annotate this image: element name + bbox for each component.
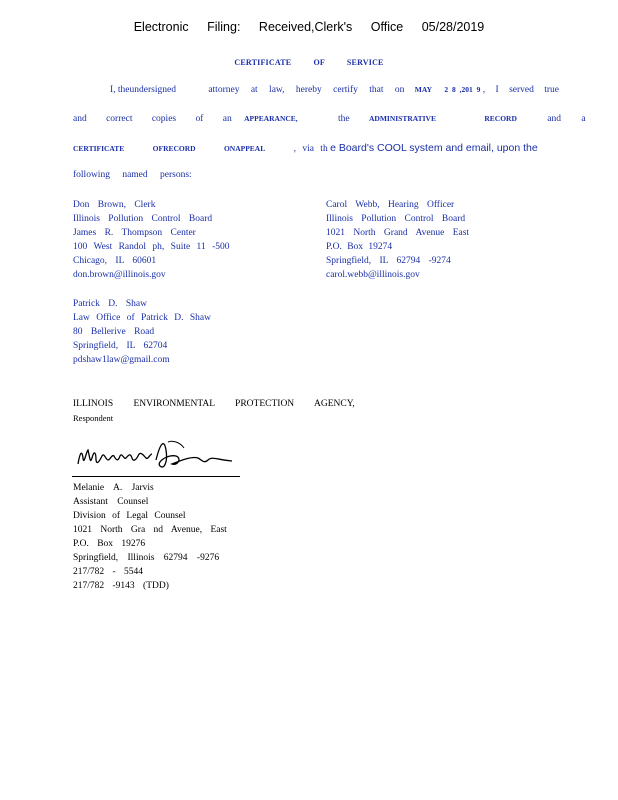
signature-line-text: 1021 North Gra nd Avenue, East — [73, 525, 227, 535]
recipient-clerk — [73, 198, 230, 282]
email-link[interactable]: pdshaw1law@gmail.com — [73, 355, 170, 365]
address-line: Patrick D. Shaw — [73, 299, 148, 309]
recipient-hearing-officer — [326, 198, 469, 282]
via-text: , via th — [293, 144, 328, 154]
doc-appearance: APPEARANCE, — [244, 114, 298, 123]
address-line: Springfield, IL 62704 — [73, 341, 168, 351]
recipient-counsel — [73, 297, 211, 367]
date-rest: 2 8 ,201 9 — [444, 85, 481, 94]
certify-text: attorney at law, hereby certify that on — [208, 85, 405, 95]
date-month: MAY — [414, 85, 433, 94]
respondent-block — [73, 397, 355, 425]
header-received: Received,Clerk's — [258, 20, 353, 34]
copies-text: and correct copies of an — [73, 114, 232, 124]
address-line: Don Brown, Clerk — [73, 200, 156, 210]
address-line: Law Office of Patrick D. Shaw — [73, 313, 212, 323]
address-line: Illinois Pollution Control Board — [73, 214, 213, 224]
address-line: Chicago, IL 60601 — [73, 256, 157, 266]
served-text: , I served true — [482, 85, 560, 95]
document-title: CERTIFICATE OF SERVICE — [234, 58, 384, 67]
address-line: James R. Thompson Center — [73, 228, 196, 238]
address-line: 80 Bellerive Road — [73, 327, 155, 337]
header-filing: Filing: — [207, 20, 241, 34]
signature-line-text: Division of Legal Counsel — [73, 511, 186, 521]
email-link[interactable]: carol.webb@illinois.gov — [326, 270, 420, 280]
agency-name: ILLINOIS ENVIRONMENTAL PROTECTION AGENCY, — [73, 399, 355, 409]
and-a-text: and a — [547, 114, 586, 124]
signature-line-text: Assistant Counsel — [73, 497, 149, 507]
the-text: the — [338, 114, 350, 124]
paragraph-line-4 — [73, 170, 192, 180]
header-electronic: Electronic — [133, 20, 189, 34]
doc-certificate: CERTIFICATE — [73, 144, 125, 153]
address-line: P.O. Box 19274 — [326, 242, 393, 252]
address-line: 1021 North Grand Avenue East — [326, 228, 470, 238]
respondent-label: Respondent — [73, 413, 114, 423]
address-line: Springfield, IL 62794 -9274 — [326, 256, 451, 266]
doc-on-appeal: ONAPPEAL — [223, 144, 266, 153]
address-line: Carol Webb, Hearing Officer — [326, 200, 455, 210]
signature-line-text: Melanie A. Jarvis — [73, 483, 154, 493]
doc-of-record: OFRECORD — [152, 144, 196, 153]
attorney-signature-block — [73, 481, 227, 593]
address-line: 100 West Randol ph, Suite 11 -500 — [73, 242, 230, 252]
address-line: Illinois Pollution Control Board — [326, 214, 466, 224]
cool-system-text: e Board's COOL system and email, upon the — [330, 142, 538, 154]
paragraph-line-2 — [73, 114, 586, 124]
signature-line — [72, 476, 240, 477]
filing-header — [0, 20, 618, 34]
signature-line-text: 217/782 -9143 (TDD) — [73, 581, 169, 591]
intro-text: I, theundersigned — [110, 85, 176, 95]
paragraph-line-3 — [73, 142, 538, 154]
doc-record: RECORD — [484, 114, 517, 123]
paragraph-line-1 — [110, 85, 559, 95]
handwritten-signature — [72, 430, 242, 476]
following-text: following named persons: — [73, 170, 192, 180]
signature-line-text: P.O. Box 19276 — [73, 539, 146, 549]
email-link[interactable]: don.brown@illinois.gov — [73, 270, 166, 280]
header-date: 05/28/2019 — [421, 20, 485, 34]
doc-administrative: ADMINISTRATIVE — [369, 114, 436, 123]
signature-line-text: Springfield, Illinois 62794 -9276 — [73, 553, 220, 563]
header-office: Office — [370, 20, 404, 34]
signature-line-text: 217/782 - 5544 — [73, 567, 144, 577]
